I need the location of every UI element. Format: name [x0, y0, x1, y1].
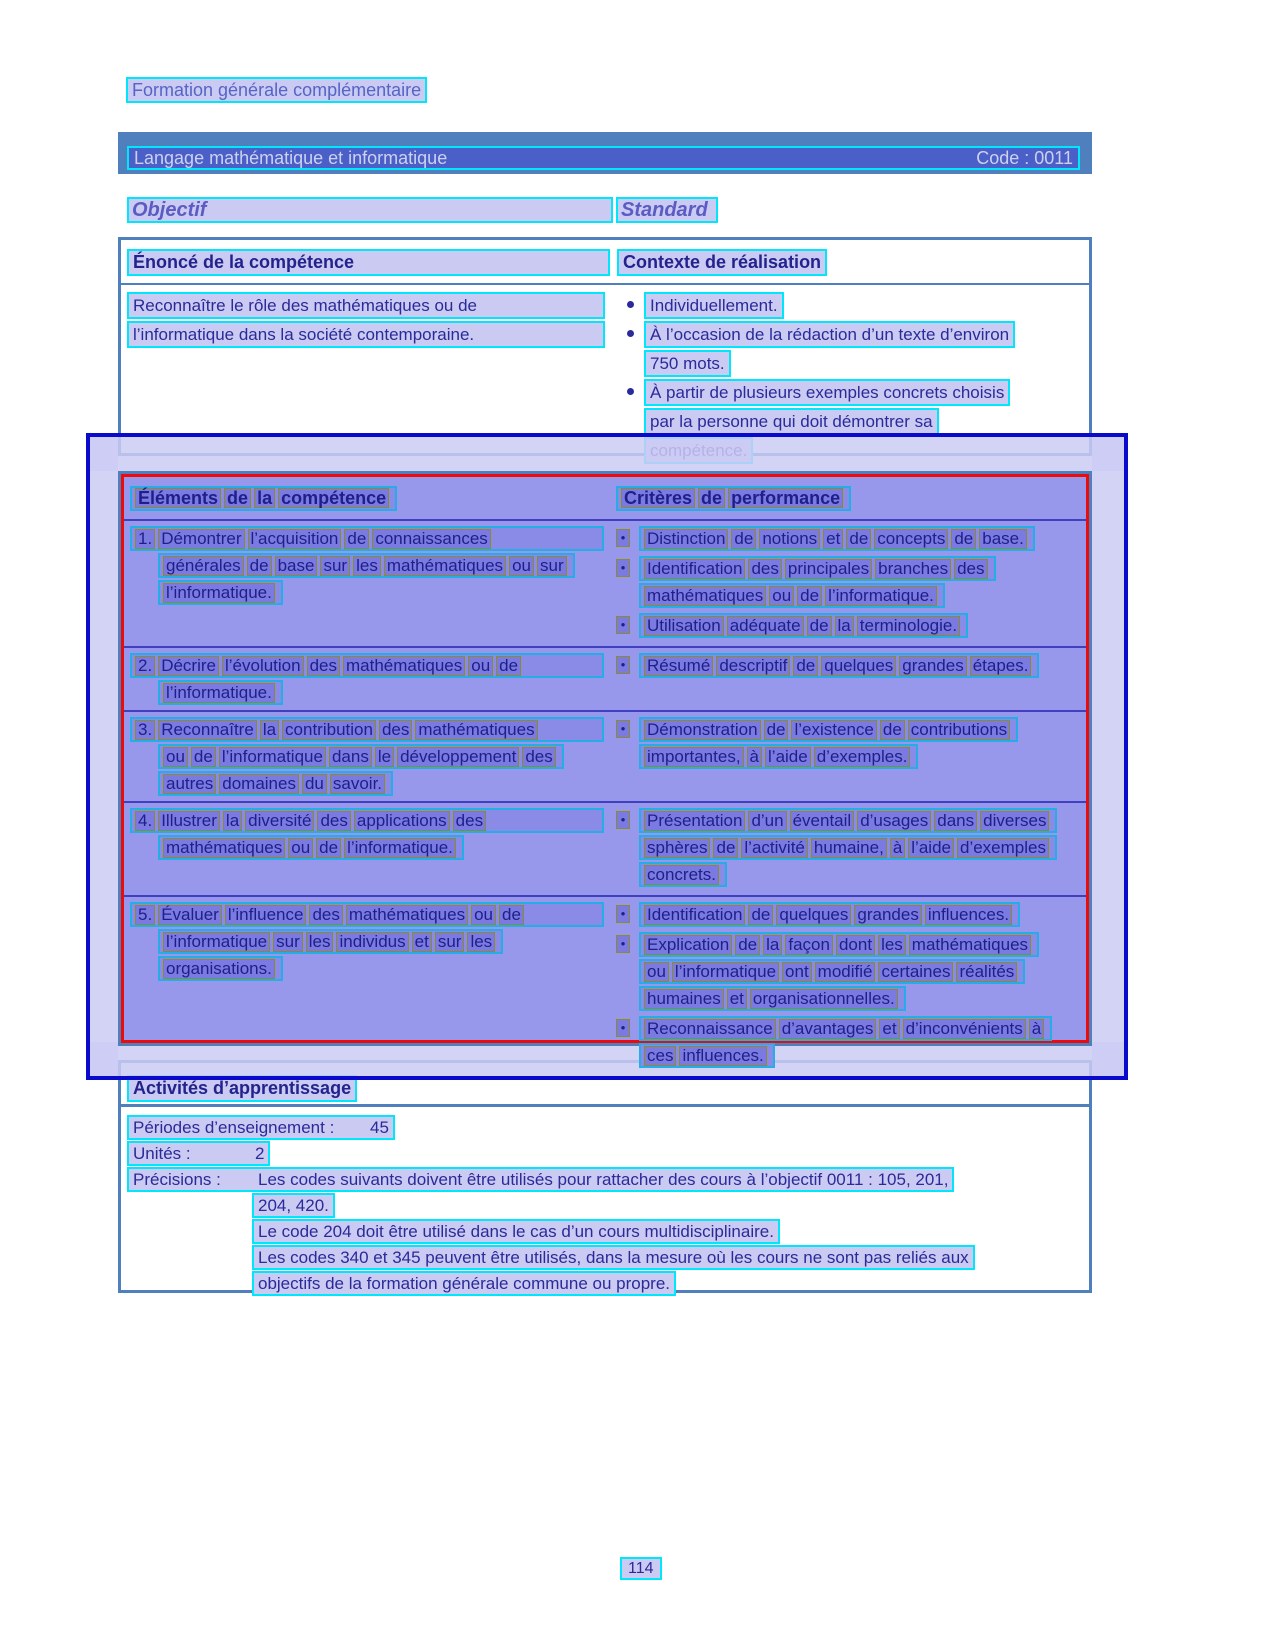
word-box: Explication	[644, 935, 732, 955]
activities-table	[118, 1060, 1092, 1293]
word-box: le	[375, 747, 394, 767]
word-box: Reconnaissance	[644, 1019, 776, 1039]
bullet-icon: •	[616, 559, 630, 577]
competence-table	[118, 237, 1092, 456]
criteria-line	[639, 583, 945, 608]
word-box: les	[878, 935, 906, 955]
word-box: 5.	[135, 905, 155, 925]
unites-value: 2	[255, 1144, 265, 1163]
word-box: Évaluer	[158, 905, 222, 925]
word-box: façon	[785, 935, 833, 955]
word-box: de	[713, 838, 738, 858]
bullet-icon: •	[616, 616, 630, 634]
bullet-icon: •	[616, 905, 630, 923]
word-box: modifié	[815, 962, 876, 982]
word-box: 2.	[135, 656, 155, 676]
statement-line: Reconnaître le rôle des mathématiques ou de	[127, 292, 605, 319]
bullet-icon	[627, 330, 634, 337]
page-number: 114	[620, 1557, 662, 1580]
word-box: compétence	[278, 488, 389, 508]
word-box: du	[302, 774, 327, 794]
word-box: diverses	[980, 811, 1049, 831]
competence-table-header	[121, 240, 1089, 285]
annotation-overlay-left	[86, 433, 118, 1080]
criteria-item	[616, 556, 1086, 610]
element-line	[158, 929, 503, 954]
word-box: 4.	[135, 811, 155, 831]
word-box: humaines	[644, 989, 724, 1009]
criteria-item	[616, 808, 1086, 889]
word-box: ou	[471, 905, 496, 925]
word-box: de	[748, 905, 773, 925]
criteria-item	[616, 613, 1086, 640]
criteria-line	[639, 808, 1057, 833]
element-line	[158, 744, 564, 769]
word-box: de	[316, 838, 341, 858]
element-line	[130, 717, 604, 742]
word-box: de	[224, 488, 251, 508]
criteria-line	[639, 717, 1018, 742]
word-box: développement	[397, 747, 519, 767]
word-box: mathématiques	[644, 586, 766, 606]
criteria-item	[616, 902, 1086, 929]
word-box: l’acquisition	[248, 529, 342, 549]
criteria-lines	[639, 556, 996, 610]
elements-table-red-box	[121, 474, 1089, 1065]
course-title: Langage mathématique et informatique	[134, 147, 448, 168]
criteria-item	[616, 932, 1086, 1013]
criteria-line	[639, 862, 727, 887]
word-box: la	[260, 720, 279, 740]
word-box: la	[254, 488, 275, 508]
word-box: de	[880, 720, 905, 740]
word-box: 1.	[135, 529, 155, 549]
element-cell	[130, 902, 616, 1073]
context-item	[617, 321, 1089, 377]
word-box: et	[727, 989, 747, 1009]
bullet-icon: •	[616, 529, 630, 547]
header-elements	[130, 486, 397, 511]
word-box: certaines	[878, 962, 953, 982]
precisions-text: Les codes suivants doivent être utilisés pour rattacher des cours à l’objectif 0011 : 105, 201,	[258, 1170, 949, 1189]
word-box: terminologie.	[857, 616, 960, 636]
word-box: des	[379, 720, 412, 740]
word-box: mathématiques	[343, 656, 465, 676]
word-box: l’influence	[225, 905, 307, 925]
word-box: Présentation	[644, 811, 745, 831]
word-box: ces	[644, 1046, 676, 1066]
word-box: de	[951, 529, 976, 549]
word-box: mathématiques	[384, 556, 506, 576]
word-box: influences.	[925, 905, 1012, 925]
word-box: d’inconvénients	[903, 1019, 1026, 1039]
word-box: des	[748, 559, 781, 579]
word-box: applications	[354, 811, 450, 831]
word-box: diversité	[245, 811, 314, 831]
word-box: des	[522, 747, 555, 767]
word-box: autres	[163, 774, 216, 794]
criteria-line	[639, 932, 1039, 957]
word-box: de	[499, 905, 524, 925]
word-box: Résumé	[644, 656, 713, 676]
criteria-line	[639, 556, 996, 581]
word-box: ou	[288, 838, 313, 858]
word-box: de	[807, 616, 832, 636]
word-box: dans	[329, 747, 372, 767]
element-line	[158, 680, 283, 705]
criteria-line	[639, 1016, 1052, 1041]
annotation-overlay-top	[86, 433, 1128, 471]
word-box: sur	[537, 556, 567, 576]
word-box: des	[453, 811, 486, 831]
criteria-cell	[616, 902, 1086, 1073]
criteria-cell	[616, 808, 1086, 892]
elements-row	[124, 521, 1086, 648]
word-box: l’évolution	[222, 656, 304, 676]
word-box: de	[735, 935, 760, 955]
criteria-line	[639, 653, 1039, 678]
word-box: Distinction	[644, 529, 728, 549]
word-box: organisationnelles.	[750, 989, 898, 1009]
word-box: de	[191, 747, 216, 767]
criteria-cell	[616, 526, 1086, 643]
word-box: d’exemples	[957, 838, 1049, 858]
word-box: des	[309, 905, 342, 925]
criteria-line	[639, 986, 906, 1011]
word-box: individus	[336, 932, 408, 952]
word-box: de	[731, 529, 756, 549]
precisions-line: 204, 420.	[252, 1193, 335, 1218]
word-box: éventail	[790, 811, 855, 831]
criteria-lines	[639, 717, 1018, 771]
word-box: notions	[759, 529, 820, 549]
word-box: l’informatique.	[344, 838, 456, 858]
word-box: l’informatique	[219, 747, 326, 767]
word-box: quelques	[821, 656, 896, 676]
word-box: performance	[728, 488, 843, 508]
elements-row	[124, 897, 1086, 1076]
word-box: les	[467, 932, 495, 952]
criteria-cell	[616, 653, 1086, 707]
criteria-lines	[639, 808, 1057, 889]
context-line: Individuellement.	[644, 292, 784, 319]
heading-objectif: Objectif	[127, 197, 613, 223]
word-box: concrets.	[644, 865, 719, 885]
word-box: ont	[782, 962, 812, 982]
elements-table-header	[124, 477, 1086, 521]
word-box: des	[307, 656, 340, 676]
element-line	[130, 808, 604, 833]
bullet-icon: •	[616, 1019, 630, 1037]
element-line	[158, 771, 393, 796]
word-box: la	[835, 616, 854, 636]
word-box: adéquate	[727, 616, 804, 636]
word-box: Critères	[621, 488, 695, 508]
element-cell	[130, 653, 616, 707]
element-line	[158, 553, 575, 578]
activities-table-body	[121, 1107, 1089, 1296]
row-periodes	[127, 1115, 395, 1140]
element-line	[130, 526, 604, 551]
context-item	[617, 292, 1089, 319]
word-box: réalités	[956, 962, 1017, 982]
criteria-lines	[639, 613, 968, 640]
precisions-extra-lines	[127, 1193, 1089, 1296]
word-box: ou	[509, 556, 534, 576]
word-box: sur	[273, 932, 303, 952]
element-cell	[130, 526, 616, 643]
unites-label: Unités :	[133, 1144, 191, 1163]
element-line	[158, 956, 283, 981]
criteria-line	[639, 526, 1035, 551]
word-box: de	[496, 656, 521, 676]
word-box: sphères	[644, 838, 710, 858]
bullet-icon	[627, 388, 634, 395]
criteria-lines	[639, 1016, 1052, 1070]
context-line: 750 mots.	[644, 350, 731, 377]
criteria-line	[639, 835, 1057, 860]
word-box: base	[275, 556, 318, 576]
word-box: d’usages	[857, 811, 931, 831]
word-box: contribution	[282, 720, 376, 740]
word-box: importantes,	[644, 747, 744, 767]
word-box: étapes.	[970, 656, 1032, 676]
word-box: de	[764, 720, 789, 740]
word-box: l’aide	[908, 838, 954, 858]
word-box: concepts	[874, 529, 948, 549]
course-code: Code : 0011	[976, 147, 1073, 168]
heading-standard: Standard	[616, 197, 718, 223]
elements-row	[124, 648, 1086, 712]
word-box: générales	[163, 556, 244, 576]
word-box: organisations.	[163, 959, 275, 979]
word-box: l’existence	[791, 720, 876, 740]
title-banner-highlight	[127, 146, 1080, 170]
word-box: savoir.	[330, 774, 385, 794]
word-box: l’informatique.	[163, 583, 275, 603]
word-box: branches	[875, 559, 951, 579]
word-box: l’activité	[741, 838, 807, 858]
row-precisions	[127, 1167, 954, 1192]
precisions-line: Le code 204 doit être utilisé dans le cas d’un cours multidisciplinaire.	[252, 1219, 780, 1244]
word-box: l’informatique.	[825, 586, 937, 606]
word-box: et	[412, 932, 432, 952]
precisions-line: Les codes 340 et 345 peuvent être utilisés, dans la mesure où les cours ne sont pas reliés aux	[252, 1245, 975, 1270]
word-box: Démonstration	[644, 720, 761, 740]
word-box: Illustrer	[158, 811, 220, 831]
word-box: la	[223, 811, 242, 831]
criteria-line	[639, 613, 968, 638]
criteria-line	[639, 959, 1025, 984]
criteria-item	[616, 1016, 1086, 1070]
word-box: la	[763, 935, 782, 955]
word-box: les	[353, 556, 381, 576]
bullet-icon: •	[616, 935, 630, 953]
word-box: ou	[769, 586, 794, 606]
header-activites: Activités d’apprentissage	[127, 1075, 357, 1102]
word-box: Identification	[644, 905, 745, 925]
element-cell	[130, 717, 616, 798]
word-box: 3.	[135, 720, 155, 740]
criteria-line	[639, 744, 918, 769]
header-contexte: Contexte de réalisation	[617, 249, 827, 276]
word-box: mathématiques	[346, 905, 468, 925]
word-box: dans	[934, 811, 977, 831]
word-box: contributions	[908, 720, 1010, 740]
elements-table-rows	[124, 521, 1086, 1076]
element-line	[158, 580, 283, 605]
word-box: quelques	[776, 905, 851, 925]
element-line	[130, 902, 604, 927]
word-box: l’aide	[765, 747, 811, 767]
criteria-cell	[616, 717, 1086, 798]
context-line: À l’occasion de la rédaction d’un texte d’environ	[644, 321, 1015, 348]
criteria-item	[616, 717, 1086, 771]
annotation-overlay-right	[1092, 433, 1128, 1080]
criteria-lines	[639, 653, 1039, 680]
word-box: d’avantages	[779, 1019, 877, 1039]
word-box: Identification	[644, 559, 745, 579]
word-box: de	[698, 488, 725, 508]
elements-row	[124, 803, 1086, 897]
word-box: l’informatique.	[163, 683, 275, 703]
word-box: principales	[785, 559, 872, 579]
element-line	[158, 835, 464, 860]
criteria-lines	[639, 932, 1039, 1013]
word-box: Démontrer	[158, 529, 244, 549]
word-box: grandes	[899, 656, 966, 676]
criteria-item	[616, 653, 1086, 680]
word-box: de	[797, 586, 822, 606]
header-criteres	[616, 486, 851, 511]
bullet-icon	[627, 301, 634, 308]
bullet-icon: •	[616, 811, 630, 829]
word-box: des	[317, 811, 350, 831]
word-box: ou	[163, 747, 188, 767]
word-box: l’informatique	[672, 962, 779, 982]
word-box: de	[793, 656, 818, 676]
word-box: d’un	[748, 811, 786, 831]
element-cell	[130, 808, 616, 892]
word-box: les	[306, 932, 334, 952]
header-enonce: Énoncé de la compétence	[127, 249, 610, 276]
word-box: grandes	[854, 905, 921, 925]
word-box: et	[879, 1019, 899, 1039]
criteria-item	[616, 526, 1086, 553]
word-box: sur	[320, 556, 350, 576]
title-banner	[118, 132, 1092, 174]
periodes-value: 45	[370, 1118, 389, 1137]
criteria-line	[639, 902, 1020, 927]
statement-line: l’informatique dans la société contemporaine.	[127, 321, 605, 348]
word-box: Utilisation	[644, 616, 724, 636]
word-box: dont	[836, 935, 875, 955]
criteria-lines	[639, 902, 1020, 929]
word-box: mathématiques	[909, 935, 1031, 955]
word-box: à	[1029, 1019, 1044, 1039]
word-box: descriptif	[716, 656, 790, 676]
doc-section-label: Formation générale complémentaire	[126, 77, 427, 103]
precisions-line: objectifs de la formation générale commune ou propre.	[252, 1271, 676, 1296]
word-box: sur	[435, 932, 465, 952]
bullet-icon: •	[616, 656, 630, 674]
word-box: domaines	[219, 774, 299, 794]
word-box: à	[747, 747, 762, 767]
word-box: de	[344, 529, 369, 549]
word-box: Décrire	[158, 656, 219, 676]
word-box: à	[890, 838, 905, 858]
word-box: de	[846, 529, 871, 549]
word-box: base.	[979, 529, 1027, 549]
word-box: l’informatique	[163, 932, 270, 952]
elements-table	[118, 471, 1092, 1065]
word-box: d’exemples.	[814, 747, 911, 767]
word-box: ou	[468, 656, 493, 676]
word-box: Reconnaître	[158, 720, 257, 740]
word-box: mathématiques	[163, 838, 285, 858]
periodes-label: Périodes d’enseignement :	[133, 1118, 335, 1137]
criteria-lines	[639, 526, 1035, 553]
word-box: de	[247, 556, 272, 576]
word-box: des	[954, 559, 987, 579]
word-box: influences.	[679, 1046, 766, 1066]
word-box: Éléments	[135, 488, 221, 508]
context-line: par la personne qui doit démontrer sa	[644, 408, 939, 435]
row-unites	[127, 1141, 270, 1166]
word-box: ou	[644, 962, 669, 982]
word-box: mathématiques	[415, 720, 537, 740]
precisions-label: Précisions :	[133, 1170, 221, 1189]
criteria-line	[639, 1043, 775, 1068]
context-line: À partir de plusieurs exemples concrets choisis	[644, 379, 1010, 406]
word-box: et	[823, 529, 843, 549]
bullet-icon: •	[616, 720, 630, 738]
elements-row	[124, 712, 1086, 803]
element-line	[130, 653, 604, 678]
word-box: connaissances	[372, 529, 490, 549]
word-box: humaine,	[811, 838, 887, 858]
